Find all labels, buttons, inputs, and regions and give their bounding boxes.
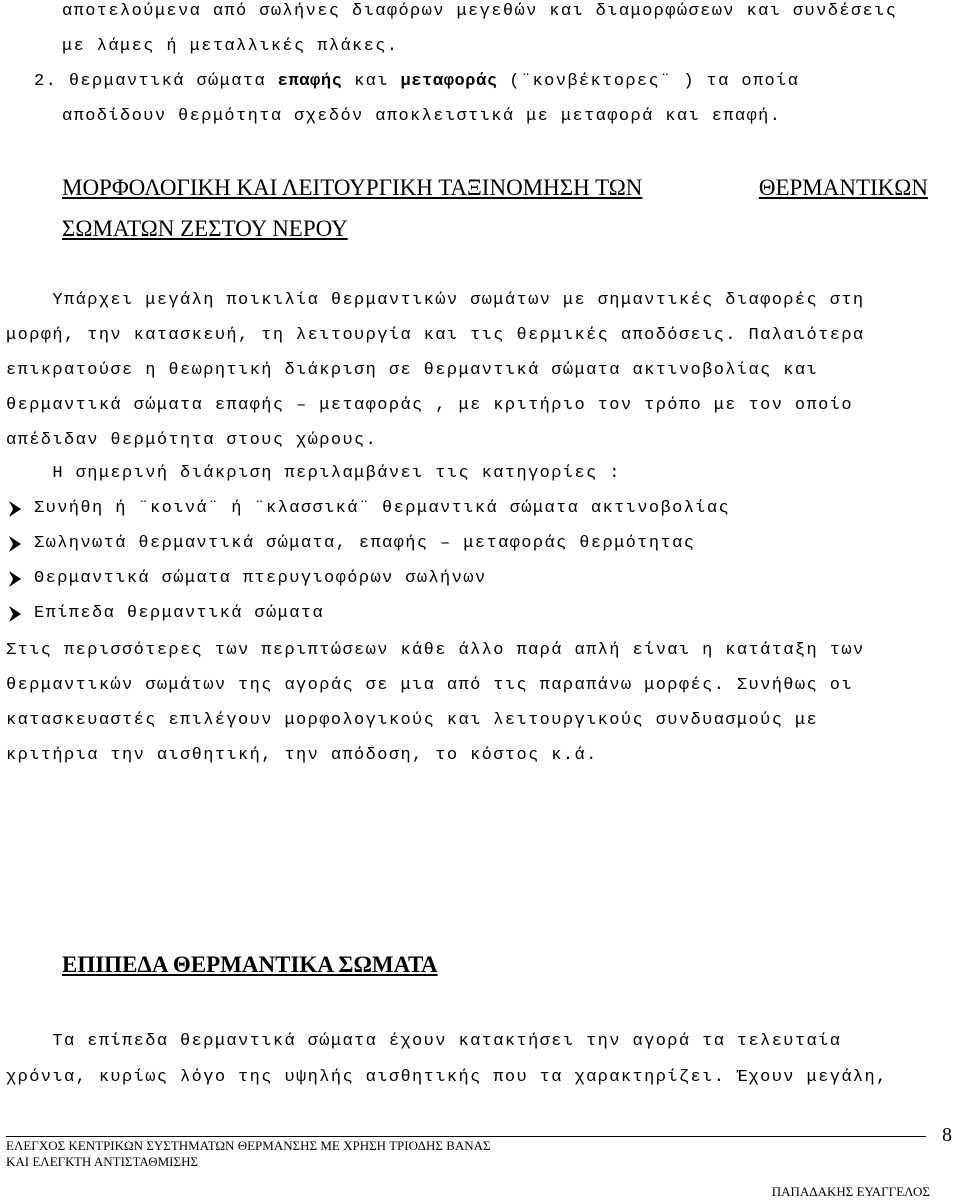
arrow-bullet-icon <box>8 535 22 553</box>
item-text-mid: και <box>342 72 401 91</box>
paragraph-1-line-5: απέδιδαν θερμότητα στους χώρους. <box>6 431 378 450</box>
paragraph-2-line-3: κατασκευαστές επιλέγουν μορφολογικούς και λειτουργικούς συνδυασμούς με <box>6 711 819 730</box>
paragraph-1-line-4: θερμαντικά σώματα επαφής – μεταφοράς , με κριτήριο τον τρόπο με τον οποίο <box>6 396 853 415</box>
paragraph-1-line-3: επικρατούσε η θεωρητική διάκριση σε θερμαντικά σώματα ακτινοβολίας και <box>6 361 819 380</box>
paragraph-2-line-2: θερμαντικών σωμάτων της αγοράς σε μια από τις παραπάνω μορφές. Συνήθως οι <box>6 676 853 695</box>
intro-line-1: αποτελούμενα από σωλήνες διαφόρων μεγεθών και διαμορφώσεων και συνδέσεις <box>62 2 898 21</box>
category-item-4: Επίπεδα θερμαντικά σώματα <box>34 604 325 623</box>
section-heading-classification-line-2: ΣΩΜΑΤΩΝ ΖΕΣΤΟΥ ΝΕΡΟΥ <box>62 216 348 241</box>
section-heading-flat-radiators: ΕΠΙΠΕΔΑ ΘΕΡΜΑΝΤΙΚΑ ΣΩΜΑΤΑ <box>62 952 438 977</box>
arrow-bullet-icon <box>8 605 22 623</box>
category-item-3: Θερμαντικά σώματα πτερυγιοφόρων σωλήνων <box>34 569 487 588</box>
arrow-bullet-icon <box>8 570 22 588</box>
arrow-bullet-icon <box>8 500 22 518</box>
intro-line-4: αποδίδουν θερμότητα σχεδόν αποκλειστικά με μεταφορά και επαφή. <box>62 107 782 126</box>
intro-item-2 <box>34 71 799 93</box>
paragraph-1-line-2: μορφή, την κατασκευή, τη λειτουργία και τις θερμικές αποδόσεις. Παλαιότερα <box>6 326 865 345</box>
section-heading-classification-left: ΜΟΡΦΟΛΟΓΙΚΗ ΚΑΙ ΛΕΙΤΟΥΡΓΙΚΗ ΤΑΞΙΝΟΜΗΣΗ ΤΩΝ <box>62 175 643 200</box>
category-item-1: Συνήθη ή ¨κοινά¨ ή ¨κλασσικά¨ θερμαντικά σώματα ακτινοβολίας <box>34 499 731 518</box>
item-text-post: (¨κονβέκτορες¨ ) τα οποία <box>497 72 800 91</box>
paragraph-1-line-1: Υπάρχει μεγάλη ποικιλία θερμαντικών σωμάτων με σημαντικές διαφορές στη <box>6 291 865 310</box>
item-text-pre: θερμαντικά σώματα <box>57 72 278 91</box>
paragraph-1-line-6: Η σημερινή διάκριση περιλαμβάνει τις κατηγορίες : <box>6 464 621 483</box>
section-heading-classification-right: ΘΕΡΜΑΝΤΙΚΩΝ <box>758 175 928 200</box>
footer-divider <box>6 1136 926 1137</box>
paragraph-3-line-2: χρόνια, κυρίως λόγο της υψηλής αισθητικής που τα χαρακτηρίζει. Έχουν μεγάλη, <box>6 1068 888 1087</box>
paragraph-2-line-4: κριτήρια την αισθητική, την απόδοση, το κόστος κ.ά. <box>6 746 598 765</box>
paragraph-2-line-1: Στις περισσότερες των περιπτώσεων κάθε άλλο παρά απλή είναι η κατάταξη των <box>6 641 865 660</box>
footer-title-line-1: ΕΛΕΓΧΟΣ ΚΕΝΤΡΙΚΩΝ ΣΥΣΤΗΜΑΤΩΝ ΘΕΡΜΑΝΣΗΣ ΜΕ ΧΡΗΣΗ ΤΡΙΟΔΗΣ ΒΑΝΑΣ <box>6 1138 491 1153</box>
item-bold-contact: επαφής <box>277 72 343 91</box>
intro-line-2: με λάμες ή μεταλλικές πλάκες. <box>62 37 399 56</box>
page-number: 8 <box>942 1124 952 1146</box>
item-bold-transfer: μεταφοράς <box>400 72 498 91</box>
footer-title-line-2: ΚΑΙ ΕΛΕΓΚΤΗ ΑΝΤΙΣΤΑΘΜΙΣΗΣ <box>6 1154 199 1169</box>
item-number: 2. <box>34 72 58 91</box>
category-item-2: Σωληνωτά θερμαντικά σώματα, επαφής – μεταφοράς θερμότητας <box>34 534 696 553</box>
paragraph-3-line-1: Τα επίπεδα θερμαντικά σώματα έχουν κατακτήσει την αγορά τα τελευταία <box>6 1032 842 1051</box>
footer-author: ΠΑΠΑΔΑΚΗΣ ΕΥΑΓΓΕΛΟΣ <box>771 1184 930 1199</box>
